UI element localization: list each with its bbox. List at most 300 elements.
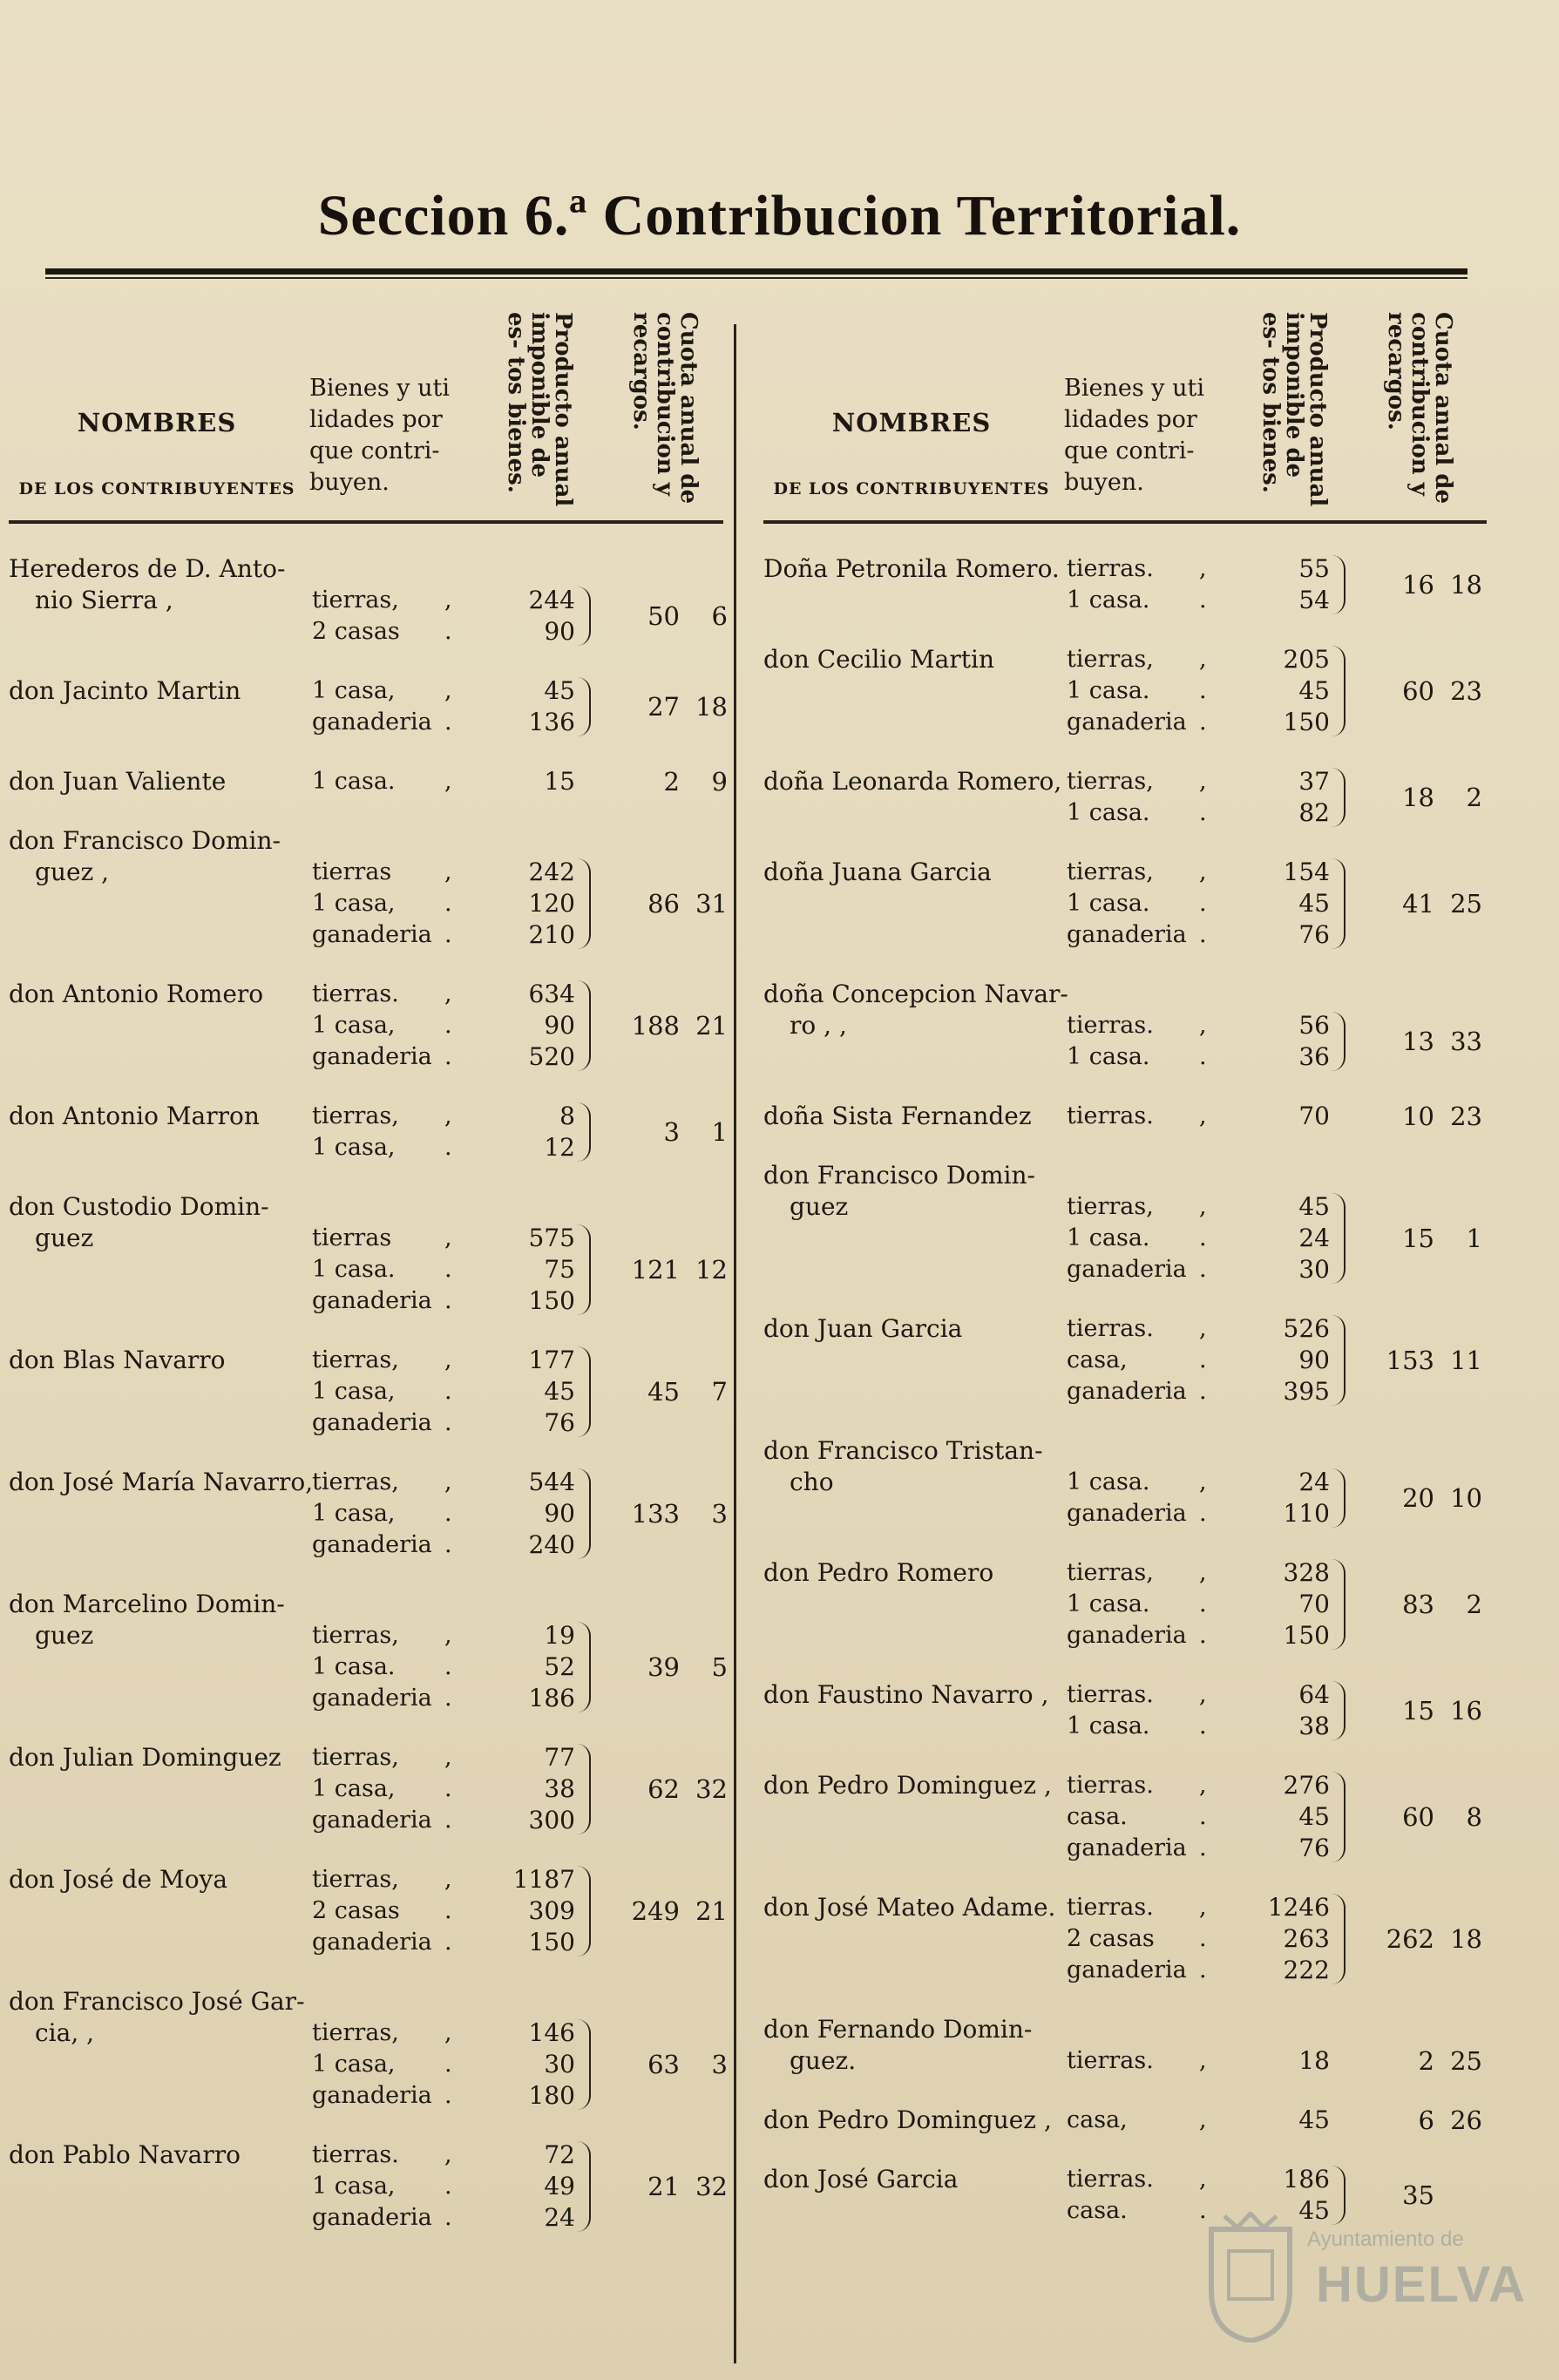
contributor-name: [763, 1435, 1043, 1498]
name-line: don José María Navarro,: [9, 1468, 314, 1496]
leader-mark: ,: [1199, 1012, 1207, 1039]
taxable-product: 263: [1283, 1924, 1330, 1953]
quota-fraction: 18: [695, 692, 728, 722]
taxable-product: 544: [528, 1468, 575, 1496]
title-rule-thin: [45, 277, 1467, 279]
contributor-entry: [9, 675, 728, 766]
property-type: tierras,: [312, 587, 399, 614]
leader-mark: ,: [444, 980, 452, 1007]
quota-main: 16: [1402, 570, 1434, 600]
quota-fraction: 3: [711, 1499, 728, 1529]
leader-mark: ,: [444, 1744, 452, 1771]
property-type: ganaderia: [1067, 1378, 1187, 1405]
taxable-product: 526: [1283, 1314, 1330, 1343]
property-type: ganaderia: [312, 1409, 432, 1436]
quota-fraction: 7: [711, 1377, 728, 1407]
quota-main: 6: [1418, 2105, 1434, 2135]
property-type: ganaderia: [312, 2204, 432, 2231]
leader-mark: .: [444, 1134, 452, 1161]
property-type: 1 casa,: [312, 677, 396, 704]
property-type: 1 casa.: [1067, 1468, 1150, 1495]
property-type: 2 casas: [1067, 1925, 1155, 1952]
name-line: don Antonio Marron: [9, 1102, 260, 1130]
property-type: tierras.: [1067, 555, 1154, 582]
leader-mark: ,: [1199, 1772, 1207, 1799]
property-type: 2 casas: [312, 1897, 400, 1924]
contributor-entry: [763, 1679, 1487, 1770]
taxable-product: 76: [1298, 1834, 1330, 1862]
quota-main: 21: [647, 2172, 680, 2201]
property-type: tierras: [312, 1224, 392, 1251]
brace: [1332, 1681, 1345, 1740]
property-type: ganaderia: [1067, 1956, 1187, 1983]
header-cuota: Cuota anual de contribucion y recargos.: [1383, 312, 1456, 504]
name-line: don Pedro Dominguez ,: [763, 1771, 1052, 1800]
taxable-product: 30: [544, 2050, 575, 2078]
quota-fraction: 11: [1450, 1346, 1482, 1375]
contributor-name: [763, 1770, 1052, 1801]
leader-mark: .: [444, 1500, 452, 1527]
property-type: tierras.: [1067, 1102, 1154, 1129]
property-type: casa.: [1067, 1803, 1128, 1830]
contributor-entry: [763, 2014, 1487, 2105]
taxable-product: 45: [1298, 2105, 1330, 2134]
quota-fraction: 6: [711, 601, 728, 631]
leader-mark: .: [444, 1287, 452, 1314]
property-type: tierras.: [312, 980, 399, 1007]
contributor-name: [9, 1986, 305, 2049]
contributor-name: [763, 1679, 1048, 1711]
property-type: 1 casa,: [312, 1012, 396, 1039]
quota-main: 83: [1402, 1590, 1434, 1619]
header-bienes: Bienes y uti lidades por que contri- buyen.: [309, 375, 450, 496]
contributor-name: [9, 979, 263, 1010]
property-type: ganaderia: [1067, 709, 1187, 736]
contributor-entry: [9, 766, 728, 825]
quota-fraction: 2: [1466, 1590, 1482, 1619]
quota-main: 45: [647, 1377, 680, 1407]
contributor-entry: [9, 2139, 728, 2261]
name-line: don Julian Dominguez: [9, 1743, 281, 1772]
contributor-name: [763, 857, 992, 888]
taxable-product: 76: [1298, 920, 1330, 949]
quota-fraction: 9: [711, 767, 728, 797]
contributor-entry: [763, 1101, 1487, 1160]
taxable-product: 12: [544, 1133, 575, 1162]
taxable-product: 120: [528, 889, 575, 918]
contributor-name: [763, 1313, 962, 1345]
leader-mark: .: [1199, 587, 1207, 614]
name-line: doña Leonarda Romero,: [763, 767, 1062, 796]
brace: [577, 980, 591, 1071]
name-line: don Francisco Domin-: [9, 826, 281, 855]
quota-main: 39: [647, 1652, 680, 1682]
property-type: tierras,: [312, 2019, 399, 2046]
name-line: Doña Petronila Romero.: [763, 554, 1060, 583]
taxable-product: 1246: [1267, 1893, 1330, 1922]
quota-fraction: 32: [695, 1774, 728, 1804]
property-type: ganaderia: [1067, 1500, 1187, 1527]
contributor-name: [763, 2105, 1052, 2136]
property-type: tierras,: [1067, 858, 1154, 885]
brace: [577, 587, 591, 646]
brace: [577, 1744, 591, 1834]
leader-mark: ,: [1199, 555, 1207, 582]
watermark-line2: HUELVA: [1316, 2256, 1527, 2313]
quota-main: 188: [631, 1011, 680, 1041]
taxable-product: 150: [528, 1928, 575, 1956]
header-producto: Producto anual imponible de es- tos bienes.: [503, 312, 576, 507]
property-type: 1 casa.: [1067, 799, 1150, 826]
name-line: guez ,: [35, 858, 110, 886]
taxable-product: 276: [1283, 1771, 1330, 1800]
property-type: tierras,: [312, 1866, 399, 1893]
taxable-product: 64: [1298, 1680, 1330, 1709]
property-type: ganaderia: [312, 921, 432, 948]
brace: [1332, 1193, 1345, 1284]
property-type: ganaderia: [312, 1531, 432, 1558]
name-line: don Cecilio Martin: [763, 645, 995, 674]
leader-mark: .: [1199, 1346, 1207, 1373]
contributor-name: [9, 675, 241, 707]
title-rule: [45, 268, 1467, 275]
quota-main: 18: [1402, 783, 1434, 812]
brace: [1332, 1315, 1345, 1406]
leader-mark: .: [444, 709, 452, 736]
quota-fraction: 21: [695, 1896, 728, 1926]
taxable-product: 77: [544, 1743, 575, 1772]
quota-fraction: 5: [711, 1652, 728, 1682]
taxable-product: 222: [1283, 1956, 1330, 1984]
leader-mark: ,: [1199, 2047, 1207, 2074]
contributor-entry: [763, 1770, 1487, 1892]
property-type: ganaderia: [312, 1043, 432, 1070]
name-line: don Faustino Navarro ,: [763, 1680, 1049, 1709]
property-type: ganaderia: [312, 2082, 432, 2109]
quota-main: 10: [1402, 1102, 1434, 1131]
contributor-entry: [763, 1435, 1487, 1557]
name-line: don Francisco Domin-: [763, 1161, 1036, 1190]
brace: [577, 1224, 591, 1315]
taxable-product: 45: [1298, 676, 1330, 705]
quota-main: 2: [1418, 2046, 1434, 2076]
taxable-product: 45: [1298, 1802, 1330, 1831]
leader-mark: .: [1199, 799, 1207, 826]
taxable-product: 309: [528, 1896, 575, 1925]
contributor-name: [763, 1892, 1055, 1923]
property-type: ganaderia: [1067, 921, 1187, 948]
header-nombres: NOMBRES: [831, 408, 992, 437]
leader-mark: ,: [444, 2141, 452, 2168]
leader-mark: .: [1199, 1590, 1207, 1617]
table-header: [763, 305, 1487, 523]
header-bienes: Bienes y uti lidades por que contri- buyen.: [1064, 375, 1204, 496]
name-line: guez: [790, 1192, 849, 1221]
property-type: ganaderia: [312, 1685, 432, 1712]
property-type: tierras,: [312, 1346, 399, 1373]
taxable-product: 70: [1298, 1102, 1330, 1130]
leader-mark: ,: [444, 1468, 452, 1495]
contributor-entry: [9, 1864, 728, 1986]
contributor-name: [763, 979, 1068, 1041]
brace: [577, 677, 591, 736]
contributor-entry: [763, 1313, 1487, 1435]
property-type: tierras,: [1067, 1193, 1154, 1220]
property-type: tierras,: [312, 1102, 399, 1129]
property-type: 1 casa.: [312, 1653, 396, 1680]
taxable-product: 180: [528, 2081, 575, 2110]
leader-mark: ,: [444, 587, 452, 614]
name-line: don Juan Garcia: [763, 1314, 963, 1343]
leader-mark: ,: [444, 2019, 452, 2046]
property-type: casa,: [1067, 1346, 1128, 1373]
taxable-product: 24: [1298, 1224, 1330, 1252]
property-type: 1 casa.: [1067, 1712, 1150, 1739]
leader-mark: .: [444, 1653, 452, 1680]
property-type: tierras.: [1067, 1772, 1154, 1799]
quota-main: 86: [647, 889, 680, 919]
leader-mark: .: [1199, 1256, 1207, 1283]
contributor-entry: [763, 979, 1487, 1101]
quota-fraction: 25: [1450, 2046, 1482, 2076]
leader-mark: ,: [1199, 768, 1207, 795]
quota-main: 60: [1402, 676, 1434, 706]
quota-main: 60: [1402, 1802, 1434, 1832]
taxable-product: 54: [1298, 586, 1330, 614]
brace: [1332, 858, 1345, 949]
leader-mark: .: [444, 2051, 452, 2078]
leader-mark: .: [1199, 709, 1207, 736]
name-line: don Fernando Domin-: [763, 2015, 1033, 2044]
quota-fraction: 25: [1450, 889, 1482, 919]
quota-fraction: 32: [695, 2172, 728, 2201]
property-type: 2 casas: [312, 618, 400, 645]
leader-mark: ,: [444, 1102, 452, 1129]
contributor-entry: [9, 825, 728, 979]
brace: [1332, 1772, 1345, 1862]
taxable-product: 24: [544, 2203, 575, 2232]
property-type: tierras,: [1067, 768, 1154, 795]
contributor-name: [763, 2014, 1032, 2077]
leader-mark: ,: [444, 677, 452, 704]
leader-mark: .: [444, 1807, 452, 1834]
taxable-product: 186: [1283, 2165, 1330, 2194]
property-type: 1 casa,: [312, 2051, 396, 2078]
name-line: cia, ,: [35, 2018, 95, 2047]
brace: [1332, 1559, 1345, 1650]
taxable-product: 38: [544, 1774, 575, 1803]
property-type: 1 casa,: [312, 890, 396, 917]
leader-mark: .: [444, 1378, 452, 1405]
quota-main: 20: [1402, 1483, 1434, 1513]
contributor-name: [763, 644, 994, 675]
taxable-product: 177: [528, 1346, 575, 1374]
taxable-product: 56: [1298, 1011, 1330, 1040]
leader-mark: .: [444, 1897, 452, 1924]
quota-main: 50: [647, 601, 680, 631]
leader-mark: ,: [1199, 1102, 1207, 1129]
taxable-product: 240: [528, 1530, 575, 1559]
name-line: doña Juana Garcia: [763, 858, 992, 886]
taxable-product: 90: [544, 1011, 575, 1040]
name-line: don Marcelino Domin-: [9, 1590, 285, 1618]
property-type: ganaderia: [312, 709, 432, 736]
quota-fraction: 23: [1450, 1102, 1482, 1131]
header-cuota: Cuota anual de contribucion y recargos.: [628, 312, 702, 504]
left-entries: [9, 553, 728, 2261]
taxable-product: 75: [544, 1255, 575, 1284]
leader-mark: .: [444, 1775, 452, 1802]
taxable-product: 72: [544, 2140, 575, 2169]
taxable-product: 520: [528, 1042, 575, 1071]
leader-mark: .: [444, 2082, 452, 2109]
header-contribuyentes: DE LOS CONTRIBUYENTES: [18, 479, 295, 498]
taxable-product: 55: [1298, 554, 1330, 583]
taxable-product: 300: [528, 1806, 575, 1834]
contributor-entry: [9, 1589, 728, 1742]
taxable-product: 30: [1298, 1255, 1330, 1284]
leader-mark: .: [1199, 890, 1207, 917]
taxable-product: 45: [1298, 2196, 1330, 2225]
leader-mark: .: [444, 1685, 452, 1712]
contributor-name: [9, 1864, 227, 1895]
quota-fraction: 12: [695, 1255, 728, 1285]
contributor-name: [9, 1742, 281, 1773]
property-type: 1 casa,: [312, 1500, 396, 1527]
contributor-entry: [9, 553, 728, 675]
leader-mark: ,: [1199, 2106, 1207, 2133]
quota-main: 3: [663, 1117, 680, 1147]
quota-main: 133: [631, 1499, 680, 1529]
quota-fraction: 3: [711, 2050, 728, 2079]
property-type: ganaderia: [1067, 1256, 1187, 1283]
brace: [1332, 1012, 1345, 1071]
property-type: tierras: [312, 858, 392, 885]
taxable-product: 150: [528, 1286, 575, 1315]
name-line: Herederos de D. Anto-: [9, 554, 286, 583]
brace: [1332, 1468, 1345, 1528]
coat-of-arms-icon: [1203, 2212, 1298, 2343]
leader-mark: ,: [1199, 1559, 1207, 1586]
property-type: 1 casa.: [312, 768, 396, 795]
property-type: ganaderia: [1067, 1834, 1187, 1861]
leader-mark: .: [1199, 1712, 1207, 1739]
leader-mark: .: [1199, 2197, 1207, 2224]
contributor-name: [763, 1101, 1032, 1132]
property-type: tierras.: [1067, 1315, 1154, 1342]
leader-mark: .: [444, 618, 452, 645]
leader-mark: ,: [1199, 1315, 1207, 1342]
property-type: 1 casa.: [1067, 1224, 1150, 1251]
quota-main: 262: [1386, 1924, 1434, 1954]
contributor-entry: [763, 1160, 1487, 1313]
property-type: tierras.: [312, 2141, 399, 2168]
contributor-name: [9, 1345, 226, 1376]
contributor-name: [763, 1557, 993, 1589]
name-line: nio Sierra ,: [35, 586, 173, 614]
contributor-name: [9, 1191, 269, 1254]
leader-mark: .: [1199, 1956, 1207, 1983]
contributor-name: [763, 766, 1061, 797]
taxable-product: 38: [1298, 1712, 1330, 1740]
taxable-product: 575: [528, 1224, 575, 1252]
name-line: guez: [35, 1224, 94, 1252]
property-type: 1 casa,: [312, 1775, 396, 1802]
contributor-name: [9, 1589, 285, 1651]
contributor-name: [763, 1160, 1035, 1223]
name-line: don Jacinto Martin: [9, 676, 241, 705]
leader-mark: .: [1199, 1500, 1207, 1527]
brace: [577, 2141, 591, 2232]
taxable-product: 90: [1298, 1346, 1330, 1374]
taxable-product: 150: [1283, 1621, 1330, 1650]
quota-main: 35: [1402, 2180, 1434, 2210]
contributor-name: [9, 553, 285, 616]
leader-mark: ,: [1199, 646, 1207, 673]
name-line: don Francisco Tristan-: [763, 1436, 1043, 1465]
quota-main: 13: [1402, 1027, 1434, 1056]
name-line: don José de Moya: [9, 1865, 228, 1894]
leader-mark: ,: [1199, 1468, 1207, 1495]
property-type: 1 casa.: [1067, 1590, 1150, 1617]
taxable-product: 146: [528, 2018, 575, 2047]
property-type: ganaderia: [1067, 1622, 1187, 1649]
taxable-product: 82: [1298, 798, 1330, 827]
property-type: tierras,: [1067, 1559, 1154, 1586]
taxable-product: 36: [1298, 1042, 1330, 1071]
brace: [1332, 768, 1345, 827]
page-title: Seccion 6.ª Contribucion Territorial.: [317, 184, 1242, 247]
quota-fraction: 23: [1450, 676, 1482, 706]
property-type: casa,: [1067, 2106, 1128, 2133]
name-line: doña Concepcion Navar-: [763, 980, 1068, 1008]
leader-mark: ,: [444, 858, 452, 885]
quota-fraction: 2: [1466, 783, 1482, 812]
taxable-product: 90: [544, 617, 575, 646]
property-type: 1 casa.: [312, 1256, 396, 1283]
quota-main: 41: [1402, 889, 1434, 919]
property-type: casa.: [1067, 2197, 1128, 2224]
taxable-product: 210: [528, 920, 575, 949]
contributor-name: [763, 553, 1060, 585]
taxable-product: 634: [528, 980, 575, 1008]
table-header: [9, 305, 723, 523]
quota-main: 27: [647, 692, 680, 722]
column-divider: [734, 324, 736, 2363]
quota-fraction: 18: [1450, 570, 1482, 600]
brace: [577, 1468, 591, 1559]
leader-mark: .: [1199, 1622, 1207, 1649]
taxable-product: 205: [1283, 645, 1330, 674]
quota-fraction: 1: [711, 1117, 728, 1147]
contributor-entry: [9, 1345, 728, 1467]
property-type: tierras,: [312, 1622, 399, 1649]
taxable-product: 49: [544, 2172, 575, 2200]
name-line: don Pablo Navarro: [9, 2140, 241, 2169]
leader-mark: ,: [444, 768, 452, 795]
property-type: 1 casa.: [1067, 587, 1150, 614]
property-type: tierras.: [1067, 1894, 1154, 1921]
taxable-product: 328: [1283, 1558, 1330, 1587]
leader-mark: .: [1199, 1834, 1207, 1861]
leader-mark: .: [1199, 921, 1207, 948]
contributor-entry: [763, 2105, 1487, 2164]
property-type: 1 casa,: [312, 2173, 396, 2200]
contributor-entry: [9, 1101, 728, 1191]
property-type: 1 casa.: [1067, 890, 1150, 917]
taxable-product: 244: [528, 586, 575, 614]
name-line: don Antonio Romero: [9, 980, 264, 1008]
